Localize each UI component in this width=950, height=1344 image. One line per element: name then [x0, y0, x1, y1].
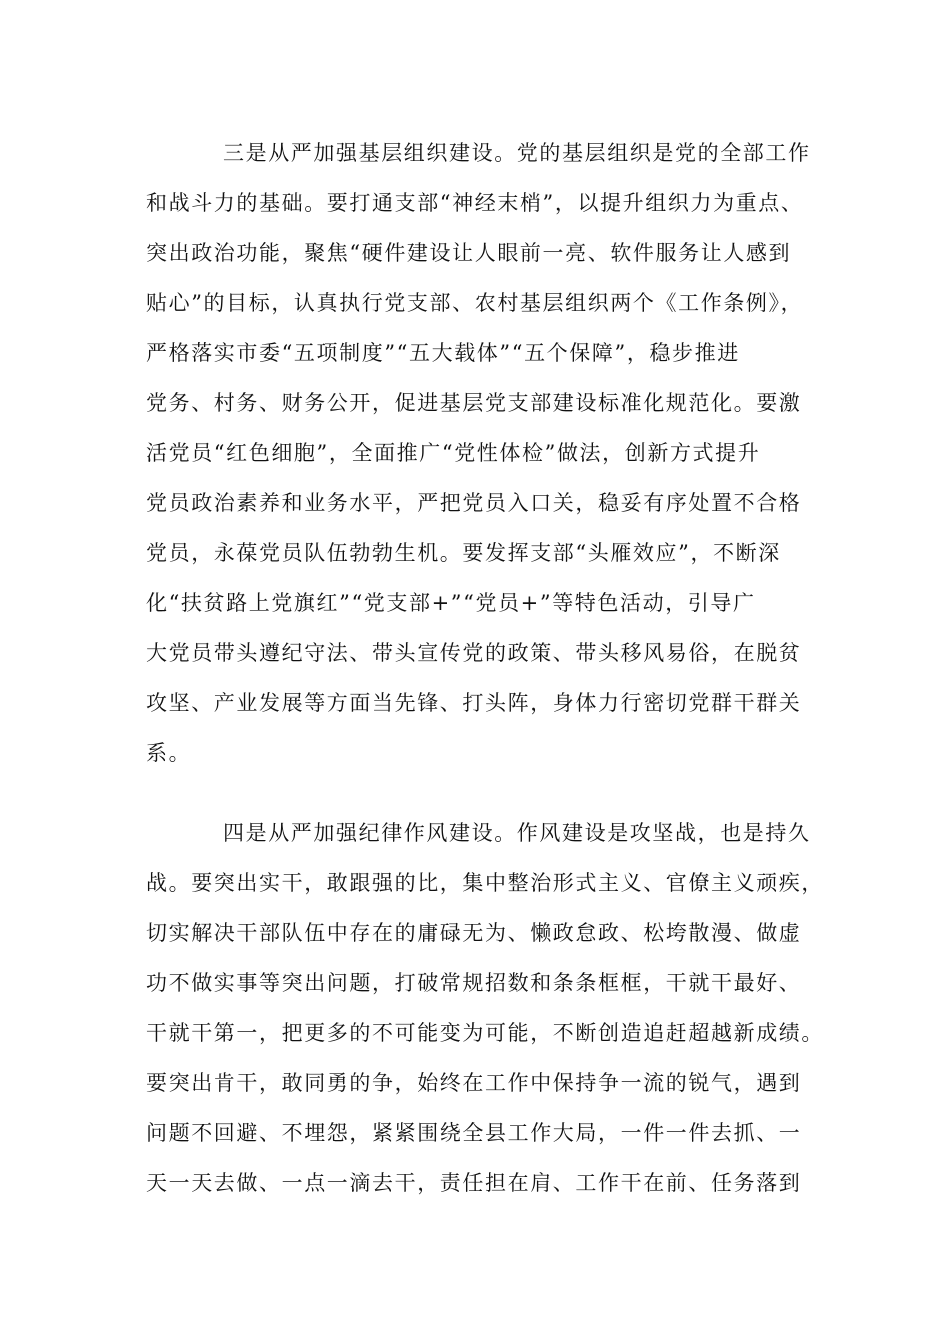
text-line: 切实解决干部队伍中存在的庸碌无为、懒政怠政、松垮散漫、做虚 [146, 921, 802, 945]
paragraph-discipline-style-building [146, 814, 826, 1214]
text-line: 党员，永葆党员队伍勃勃生机。要发挥支部“头雁效应”，不断深 [146, 541, 781, 565]
text-line: 干就干第一，把更多的不可能变为可能，不断创造追赶超越新成绩。 [146, 1021, 824, 1045]
text-line: 问题不回避、不埋怨，紧紧围绕全县工作大局，一件一件去抓、一 [146, 1121, 802, 1145]
text-line: 攻坚、产业发展等方面当先锋、打头阵，身体力行密切党群干群关 [146, 691, 802, 715]
text-line: 和战斗力的基础。要打通支部“神经末梢”，以提升组织力为重点、 [146, 191, 804, 215]
text-line: 严格落实市委“五项制度”“五大载体”“五个保障”，稳步推进 [146, 341, 740, 365]
text-line: 党员政治素养和业务水平，严把党员入口关，稳妥有序处置不合格 [146, 491, 802, 515]
text-line: 突出政治功能，聚焦“硬件建设让人眼前一亮、软件服务让人感到 [146, 241, 792, 265]
text-line: 大党员带头遵纪守法、带头宣传党的政策、带头移风易俗，在脱贫 [146, 641, 802, 665]
text-line: 要突出肯干，敢同勇的争，始终在工作中保持争一流的锐气，遇到 [146, 1071, 802, 1095]
text-line: 天一天去做、一点一滴去干，责任担在肩、工作干在前、任务落到 [146, 1171, 802, 1195]
text-line: 活党员“红色细胞”，全面推广“党性体检”做法，创新方式提升 [146, 441, 761, 465]
text-line: 三是从严加强基层组织建设。党的基层组织是党的全部工作 [223, 141, 811, 165]
text-line: 四是从严加强纪律作风建设。作风建设是攻坚战，也是持久 [223, 821, 811, 845]
text-line: 贴心”的目标，认真执行党支部、农村基层组织两个《工作条例》， [146, 291, 804, 315]
text-line: 系。 [146, 741, 192, 765]
text-line: 战。要突出实干，敢跟强的比，集中整治形式主义、官僚主义顽疾， [146, 871, 824, 895]
text-line: 党务、村务、财务公开，促进基层党支部建设标准化规范化。要激 [146, 391, 802, 415]
text-line: 化“扶贫路上党旗红”“党支部+”“党员+”等特色活动，引导广 [146, 591, 756, 615]
paragraph-organization-building [146, 134, 826, 784]
text-line: 功不做实事等突出问题，打破常规招数和条条框框，干就干最好、 [146, 971, 802, 995]
